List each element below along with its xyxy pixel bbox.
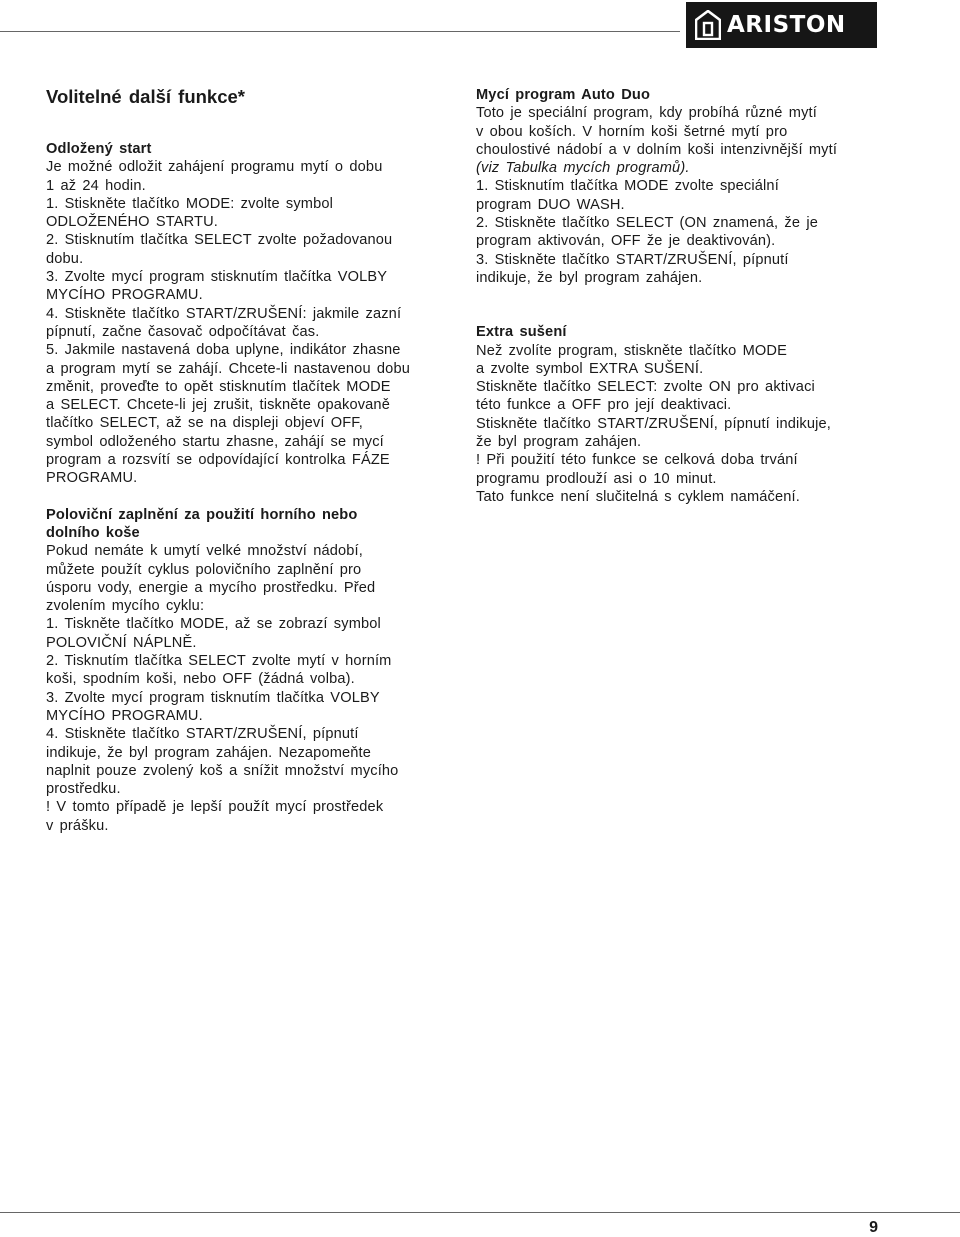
left-column — [46, 80, 438, 835]
auto-duo-heading: Mycí program Auto Duo — [476, 87, 651, 103]
half-load-line: 3. Zvolte mycí program tisknutím tlačítka VOLBY — [46, 689, 380, 706]
half-load-line: 4. Stiskněte tlačítko START/ZRUŠENÍ, pípnutí — [46, 726, 359, 743]
extra-drying-line: že byl program zahájen. — [476, 434, 642, 451]
header-rule — [0, 31, 680, 32]
section-auto-duo — [476, 86, 876, 287]
right-column — [476, 86, 876, 506]
delayed-start-line: symbol odloženého startu zhasne, zahájí se mycí — [46, 433, 384, 450]
brand-name: ARISTON — [727, 12, 846, 38]
extra-drying-line: této funkce a OFF pro její deaktivaci. — [476, 397, 732, 414]
auto-duo-line: 3. Stiskněte tlačítko START/ZRUŠENÍ, pípnutí — [476, 251, 789, 268]
half-load-line: POLOVIČNÍ NÁPLNĚ. — [46, 634, 197, 651]
delayed-start-line: pípnutí, začne časovač odpočítávat čas. — [46, 323, 320, 340]
extra-drying-line: Tato funkce není slučitelná s cyklem namáčení. — [476, 488, 800, 505]
delayed-start-line: a program mytí se zahájí. Chcete-li nastavenou dobu — [46, 360, 410, 377]
house-logo-icon — [695, 10, 721, 40]
auto-duo-line: program aktivován, OFF že je deaktivován). — [476, 233, 776, 250]
half-load-line: naplnit pouze zvolený koš a snížit množství mycího — [46, 762, 399, 779]
extra-drying-line: Než zvolíte program, stiskněte tlačítko MODE — [476, 342, 788, 359]
half-load-line: Pokud nemáte k umytí velké množství nádobí, — [46, 543, 363, 560]
delayed-start-line: PROGRAMU. — [46, 470, 138, 487]
footer-rule — [0, 1212, 960, 1213]
half-load-line: ! V tomto případě je lepší použít mycí prostředek — [46, 799, 384, 816]
delayed-start-line: 1. Stiskněte tlačítko MODE: zvolte symbol — [46, 195, 334, 212]
auto-duo-table-reference: (viz Tabulka mycích programů). — [476, 160, 690, 177]
section-extra-drying — [476, 323, 876, 506]
delayed-start-line: a SELECT. Chcete-li jej zrušit, tiskněte opakovaně — [46, 397, 390, 414]
auto-duo-line: program DUO WASH. — [476, 196, 625, 213]
extra-drying-heading: Extra sušení — [476, 324, 567, 341]
delayed-start-line: MYCÍHO PROGRAMU. — [46, 287, 203, 304]
half-load-heading: Poloviční zaplnění za použití horního nebo — [46, 506, 358, 523]
extra-drying-line: Stiskněte tlačítko SELECT: zvolte ON pro aktivaci — [476, 379, 815, 396]
delayed-start-line: 1 až 24 hodin. — [46, 177, 146, 194]
half-load-line: úsporu vody, energie a mycího prostředku. Před — [46, 579, 376, 596]
half-load-line: v prášku. — [46, 817, 109, 834]
extra-drying-line: ! Při použití této funkce se celková doba trvání — [476, 452, 798, 469]
delayed-start-line: tlačítko SELECT, až se na displeji objeví OFF, — [46, 415, 363, 432]
delayed-start-line: dobu. — [46, 250, 84, 267]
auto-duo-line: 1. Stisknutím tlačítka MODE zvolte speciální — [476, 178, 779, 195]
extra-drying-line: a zvolte symbol EXTRA SUŠENÍ. — [476, 360, 704, 377]
half-load-line: zvolením mycího cyklu: — [46, 598, 205, 615]
delayed-start-line: program a rozsvítí se odpovídající kontrolka FÁZE — [46, 452, 390, 469]
extra-drying-line: Stiskněte tlačítko START/ZRUŠENÍ, pípnutí indikuje, — [476, 415, 831, 432]
half-load-line: prostředku. — [46, 781, 121, 798]
delayed-start-line: 5. Jakmile nastavená doba uplyne, indikátor zhasne — [46, 342, 401, 359]
delayed-start-line: ODLOŽENÉHO STARTU. — [46, 214, 219, 231]
half-load-line: můžete použít cyklus polovičního zaplnění pro — [46, 561, 362, 578]
half-load-line: 2. Tisknutím tlačítka SELECT zvolte mytí v horním — [46, 653, 392, 670]
auto-duo-line: indikuje, že byl program zahájen. — [476, 269, 703, 286]
page-title: Volitelné další funkce* — [46, 86, 245, 107]
auto-duo-line: choulostivé nádobí a v dolním koši intenzivnější mytí — [476, 141, 838, 158]
half-load-heading: dolního koše — [46, 524, 140, 541]
page-number: 9 — [869, 1219, 878, 1236]
delayed-start-line: 2. Stisknutím tlačítka SELECT zvolte požadovanou — [46, 232, 393, 249]
auto-duo-line: v obou koších. V horním koši šetrné mytí pro — [476, 123, 788, 140]
delayed-start-line: 3. Zvolte mycí program stisknutím tlačítka VOLBY — [46, 269, 388, 286]
half-load-line: koši, spodním koši, nebo OFF (žádná volba). — [46, 671, 355, 688]
delayed-start-line: Je možné odložit zahájení programu mytí o dobu — [46, 159, 383, 176]
half-load-line: MYCÍHO PROGRAMU. — [46, 707, 203, 724]
half-load-line: indikuje, že byl program zahájen. Nezapomeňte — [46, 744, 372, 761]
delayed-start-line: změnit, proveďte to opět stisknutím tlačítek MODE — [46, 378, 391, 395]
ariston-logo — [686, 2, 877, 48]
extra-drying-line: programu prodlouží asi o 10 minut. — [476, 470, 717, 487]
delayed-start-line: 4. Stiskněte tlačítko START/ZRUŠENÍ: jakmile zazní — [46, 305, 402, 322]
delayed-start-heading: Odložený start — [46, 141, 152, 157]
section-half-load — [46, 506, 438, 835]
auto-duo-line: 2. Stiskněte tlačítko SELECT (ON znamená, že je — [476, 215, 818, 232]
auto-duo-line: Toto je speciální program, kdy probíhá různé mytí — [476, 105, 817, 122]
section-delayed-start — [46, 140, 438, 488]
half-load-line: 1. Tiskněte tlačítko MODE, až se zobrazí symbol — [46, 616, 381, 633]
